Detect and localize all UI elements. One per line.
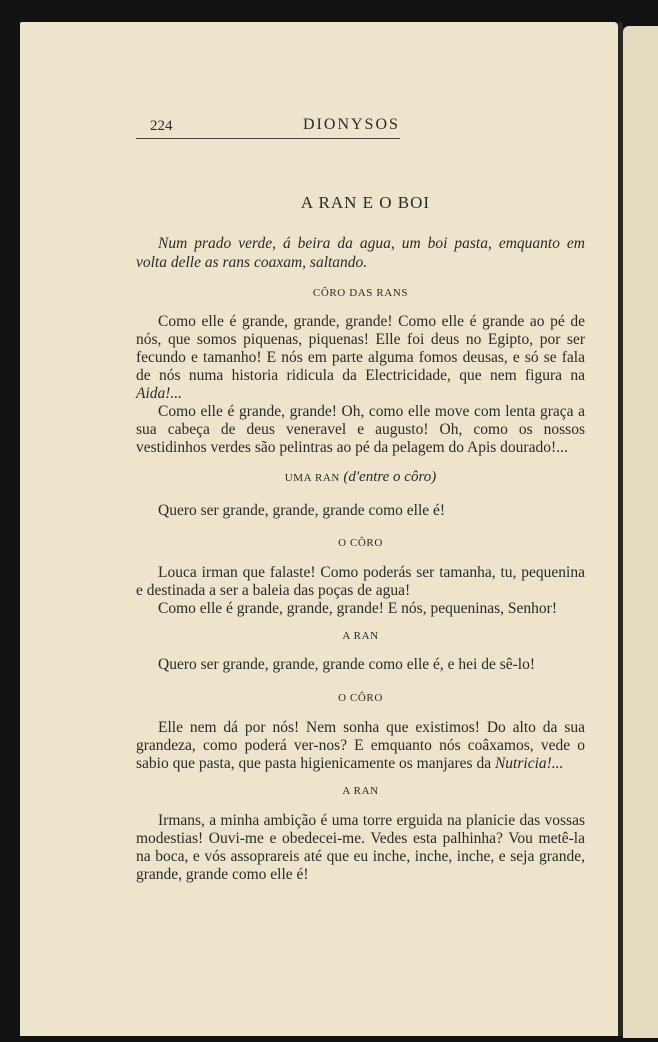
speaker-label: O CÔRO [338,537,383,549]
speech-block [136,656,585,674]
speech-paragraph [136,719,585,773]
speech-paragraph: Louca irman que falaste! Como poderás ser tamanha, tu, pequenina e destinada a ser a baleia das poças de agua! [136,564,585,599]
speech-block [136,313,585,457]
speech-text: Elle nem dá por nós! Nem sonha que existimos! Do alto da sua grandeza, como poderá ver-nos? E emquanto nós coâxamos, vede o sabio que pasta, que pasta higienicamente os manjares da [136,719,585,772]
speech-paragraph: Quero ser grande, grande, grande como elle é! [158,502,446,519]
speaker-aside: (d'entre o côro) [343,469,437,485]
speech-paragraph: Como elle é grande, grande! Oh, como elle move com lenta graça a sua cabeça de deus veneravel e augusto! Oh, como os nossos vestidinhos verdes são pelintras ao pé da pelagem do Apis dourado!... [136,403,585,456]
running-head [136,116,400,139]
speech-paragraph [136,313,585,403]
book-title: DIONYSOS [303,116,400,133]
page-content [136,116,585,884]
speech-block [136,564,585,618]
speaker-label: A RAN [342,630,379,642]
speaker-label: CÔRO DAS RANS [312,287,409,299]
speech-text: Como elle é grande, grande, grande! Como elle é grande ao pé de nós, que somos piquenas, piquenas! Elle foi deus no Egipto, por ser fecundo e tamanho! E nós em parte alguma fomos deusas, e só se fala de nós numa historia ridicula da Electricidade, que nem figura na [136,313,585,384]
speaker-label: A RAN [342,785,379,797]
italic-title: Aida!... [136,385,183,402]
italic-title: Nutricia!... [494,755,564,772]
speaker-name: UMA RAN [284,472,340,484]
speech-block [136,502,585,520]
speech-block [136,812,585,884]
speech-paragraph: Quero ser grande, grande, grande como elle é, e hei de sê-lo! [158,656,535,673]
speech-block [136,719,585,773]
stage-direction: Num prado verde, á beira da agua, um boi pasta, emquanto em volta delle as rans coaxam, saltando. [136,235,585,271]
speaker-label [136,469,585,486]
speech-paragraph: Irmans, a minha ambição é uma torre erguida na planicie das vossas modestias! Ouvi-me e obedecei-me. Vedes esta palhinha? Vou metê-la na boca, e vós assoprareis até que eu inche, inche, inche, e seja grande, grande, grande como elle é! [136,812,585,883]
speech-paragraph: Como elle é grande, grande, grande! E nós, pequeninas, Senhor! [158,600,557,617]
chapter-title: A RAN E O BOI [300,193,431,212]
speaker-label: O CÔRO [338,692,383,704]
facing-page-edge [623,26,658,1038]
page-number: 224 [150,118,173,134]
